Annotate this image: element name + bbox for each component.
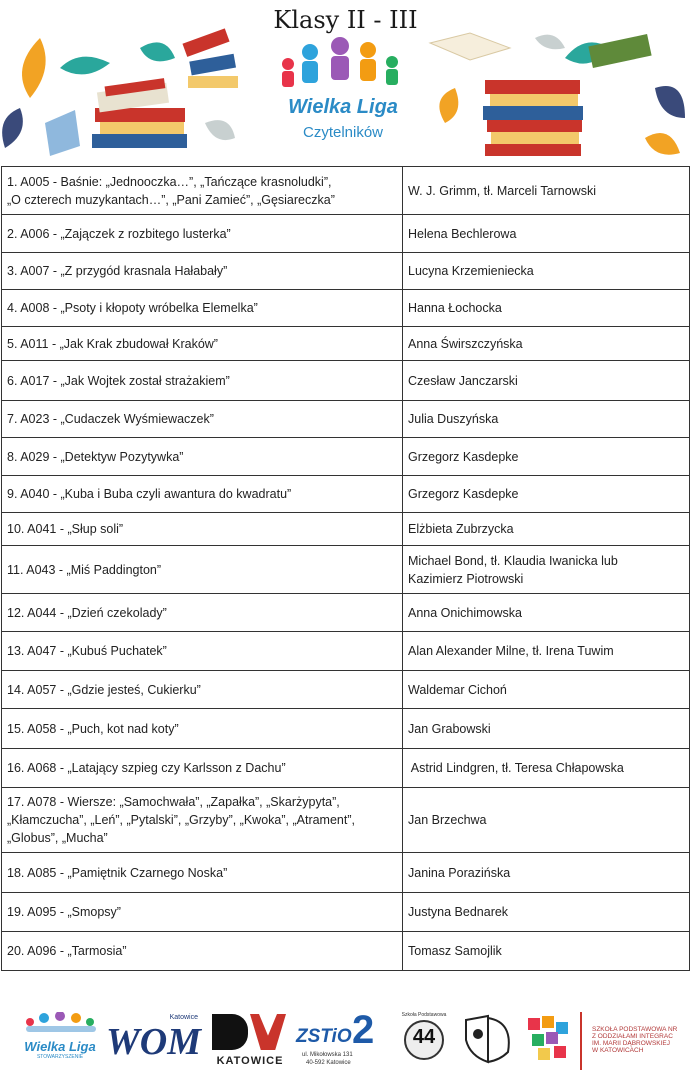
zstio-logo: ZSTiO 2 ul. Mikołowska 131 40-592 Katowice xyxy=(296,1008,375,1066)
open-book xyxy=(45,110,80,156)
book-author-cell: Elżbieta Zubrzycka xyxy=(403,513,690,546)
book-title-cell: 3. A007 - „Z przygód krasnala Hałabały” xyxy=(2,253,403,290)
book-title-cell: 15. A058 - „Puch, kot nad koty” xyxy=(2,709,403,749)
table-row xyxy=(2,438,690,476)
table-row xyxy=(2,594,690,632)
children-figures-icon xyxy=(20,1012,100,1034)
table-row xyxy=(2,546,690,594)
children-figures-icon xyxy=(268,36,418,98)
sp44-logo: Szkoła Podstawowa 44 xyxy=(396,1012,452,1070)
book-stack-top xyxy=(182,28,238,88)
table-row xyxy=(2,709,690,749)
book-title-cell: 6. A017 - „Jak Wojtek został strażakiem” xyxy=(2,361,403,401)
open-book-right xyxy=(430,33,510,60)
book-author-cell: Grzegorz Kasdepke xyxy=(403,438,690,476)
book-author-cell: W. J. Grimm, tł. Marceli Tarnowski xyxy=(403,167,690,215)
book-title-cell: 14. A057 - „Gdzie jesteś, Cukierku” xyxy=(2,671,403,709)
book-author-cell: Astrid Lindgren, tł. Teresa Chłapowska xyxy=(403,749,690,788)
book-author-cell: Janina Porazińska xyxy=(403,853,690,893)
book-author-cell: Anna Onichimowska xyxy=(403,594,690,632)
table-row xyxy=(2,632,690,671)
book-author-cell: Lucyna Krzemieniecka xyxy=(403,253,690,290)
table-row xyxy=(2,327,690,361)
table-row xyxy=(2,749,690,788)
book-title-cell: 7. A023 - „Cudaczek Wyśmiewaczek” xyxy=(2,401,403,438)
book-author-cell: Alan Alexander Milne, tł. Irena Tuwim xyxy=(403,632,690,671)
bw-katowice-logo: KATOWICE xyxy=(212,1012,288,1070)
page-title: Klasy II - III xyxy=(273,6,418,34)
table-row xyxy=(2,671,690,709)
book-title-cell: 19. A095 - „Smopsy” xyxy=(2,893,403,932)
logo-subtitle: Czytelników xyxy=(302,124,384,141)
school-name-logo: SZKOŁA PODSTAWOWA NR Z ODDZIAŁAMI INTEGRAC IM. MARII DĄBROWSKIEJ W KATOWICACH xyxy=(580,1012,691,1070)
book-author-cell: Anna Świrszczyńska xyxy=(403,327,690,361)
book-author-cell: Jan Grabowski xyxy=(403,709,690,749)
b-shape-icon xyxy=(212,1014,248,1050)
shield-feather-icon xyxy=(458,1012,518,1070)
wom-katowice-logo: Katowice WOM xyxy=(106,1014,202,1063)
book-author-cell: Hanna Łochocka xyxy=(403,290,690,327)
puzzle-icon xyxy=(524,1012,572,1070)
book-title-cell: 8. A029 - „Detektyw Pozytywka” xyxy=(2,438,403,476)
table-row xyxy=(2,361,690,401)
wielka-liga-logo xyxy=(268,36,418,154)
book-title-cell: 16. A068 - „Latający szpieg czy Karlsson z Dachu” xyxy=(2,749,403,788)
book-title-cell: 11. A043 - „Miś Paddington” xyxy=(2,546,403,594)
book-author-cell: Waldemar Cichoń xyxy=(403,671,690,709)
left-books-illustration xyxy=(0,28,240,160)
book-title-cell: 18. A085 - „Pamiętnik Czarnego Noska” xyxy=(2,853,403,893)
table-row xyxy=(2,476,690,513)
book-author-cell: Grzegorz Kasdepke xyxy=(403,476,690,513)
logo-title: Wielka Liga xyxy=(288,96,398,118)
book-author-cell: Helena Bechlerowa xyxy=(403,215,690,253)
book-stack-right xyxy=(483,80,583,156)
table-row xyxy=(2,932,690,971)
book-author-cell: Justyna Bednarek xyxy=(403,893,690,932)
table-row xyxy=(2,253,690,290)
book-author-cell: Jan Brzechwa xyxy=(403,788,690,853)
book-title-cell: 20. A096 - „Tarmosia” xyxy=(2,932,403,971)
book-list-table xyxy=(1,166,690,971)
table-row xyxy=(2,290,690,327)
right-books-illustration xyxy=(425,28,691,160)
book-title-cell: 17. A078 - Wiersze: „Samochwała”, „Zapałka”, „Skarżypyta”, „Kłamczucha”, „Leń”, „Pytalski”, „Grzyby”, „Kwoka”, „Atrament”, „Globus”, „Mucha” xyxy=(2,788,403,853)
table-row xyxy=(2,215,690,253)
table-row xyxy=(2,893,690,932)
book-title-cell: 1. A005 - Baśnie: „Jednooczka…”, „Tańczące krasnoludki”, „O czterech muzykantach…”, „Pani Zamieć”, „Gęsiareczka” xyxy=(2,167,403,215)
book-author-cell: Czesław Janczarski xyxy=(403,361,690,401)
w-shape-icon xyxy=(250,1014,286,1050)
book-title-cell: 2. A006 - „Zajączek z rozbitego lusterka” xyxy=(2,215,403,253)
book-title-cell: 12. A044 - „Dzień czekolady” xyxy=(2,594,403,632)
table-row xyxy=(2,788,690,853)
table-row xyxy=(2,513,690,546)
table-row xyxy=(2,853,690,893)
wielka-liga-footer-logo: Wielka Liga STOWARZYSZENIE xyxy=(20,1012,100,1067)
book-author-cell: Julia Duszyńska xyxy=(403,401,690,438)
green-book xyxy=(588,34,651,68)
table-row xyxy=(2,167,690,215)
table-row xyxy=(2,401,690,438)
book-title-cell: 10. A041 - „Słup soli” xyxy=(2,513,403,546)
sponsor-logos xyxy=(0,1000,691,1071)
book-title-cell: 4. A008 - „Psoty i kłopoty wróbelka Elemelka” xyxy=(2,290,403,327)
book-stack-left xyxy=(92,78,187,148)
book-title-cell: 13. A047 - „Kubuś Puchatek” xyxy=(2,632,403,671)
book-title-cell: 5. A011 - „Jak Krak zbudował Kraków” xyxy=(2,327,403,361)
book-author-cell: Tomasz Samojlik xyxy=(403,932,690,971)
book-title-cell: 9. A040 - „Kuba i Buba czyli awantura do kwadratu” xyxy=(2,476,403,513)
book-author-cell: Michael Bond, tł. Klaudia Iwanicka lub Kazimierz Piotrowski xyxy=(403,546,690,594)
